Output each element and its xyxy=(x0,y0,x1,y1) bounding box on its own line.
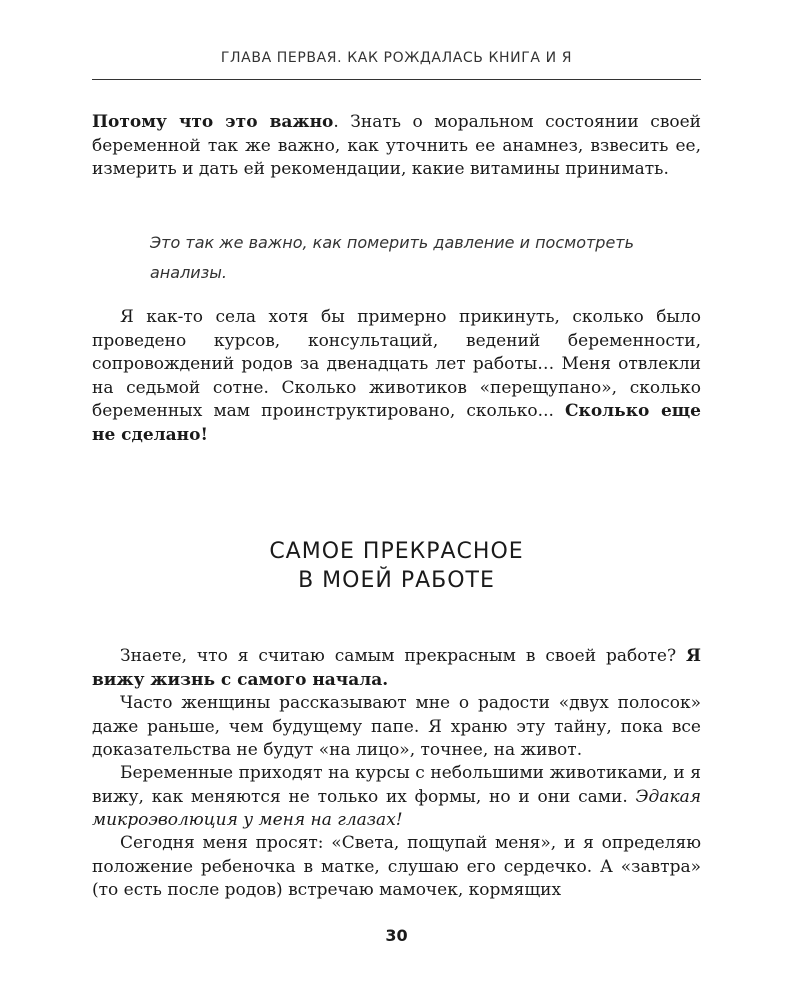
bold-lead: Потому что это важно xyxy=(92,112,334,132)
paragraph-6: Сегодня меня просят: «Света, пощупай меня», и я определяю положение ребеночка в матке, слушаю его сердечко. А «завтра» (то есть после родов) встречаю мамочек, кормящих xyxy=(92,833,701,900)
paragraph-1 xyxy=(92,111,701,182)
paragraph-1-text: . Знать о моральном состоянии своей беременной так же важно, как уточнить ее анамнез, взвесить ее, измерить и дать ей рекомендации, какие витамины принимать. xyxy=(92,112,702,179)
paragraph-2 xyxy=(92,306,701,447)
paragraph-5-text: Беременные приходят на курсы с небольшими животиками, и я вижу, как меняются не только их формы, но и они сами. xyxy=(92,763,701,807)
page-number: 30 xyxy=(385,926,408,945)
section-title xyxy=(92,537,701,595)
paragraph-3-text: Знаете, что я считаю самым прекрасным в своей работе? xyxy=(120,646,677,666)
paragraph-5 xyxy=(92,762,701,833)
bold-tail: Я вижу жизнь с самого начала. xyxy=(92,646,702,690)
section-title-line-1: САМОЕ ПРЕКРАСНОЕ xyxy=(269,539,524,564)
bold-tail: Сколько еще не сделано! xyxy=(92,401,701,445)
paragraph-2-text: Я как-то села хотя бы примерно прикинуть, сколько было проведено курсов, консультаций, ведений беременности, сопровождений родов за двенадцать лет работы… Меня отвлекли на седьмой сотне. Сколько животиков «перещупано», сколько беременных мам проинструктировано, сколько... xyxy=(92,307,701,421)
paragraph-4: Часто женщины рассказывают мне о радости «двух полосок» даже раньше, чем будущему папе. Я храню эту тайну, пока все доказательства не будут «на лицо», точнее, на живот. xyxy=(92,693,701,760)
header-rule xyxy=(92,79,701,80)
italic-tail: Эдакая микроэволюция у меня на глазах! xyxy=(92,786,701,830)
running-head: ГЛАВА ПЕРВАЯ. КАК РОЖДАЛАСЬ КНИГА И Я xyxy=(220,50,573,66)
paragraph-3 xyxy=(92,645,701,692)
section-title-line-2: В МОЕЙ РАБОТЕ xyxy=(298,568,495,593)
pull-quote: Это так же важно, как померить давление и посмотреть анализы. xyxy=(150,233,635,282)
